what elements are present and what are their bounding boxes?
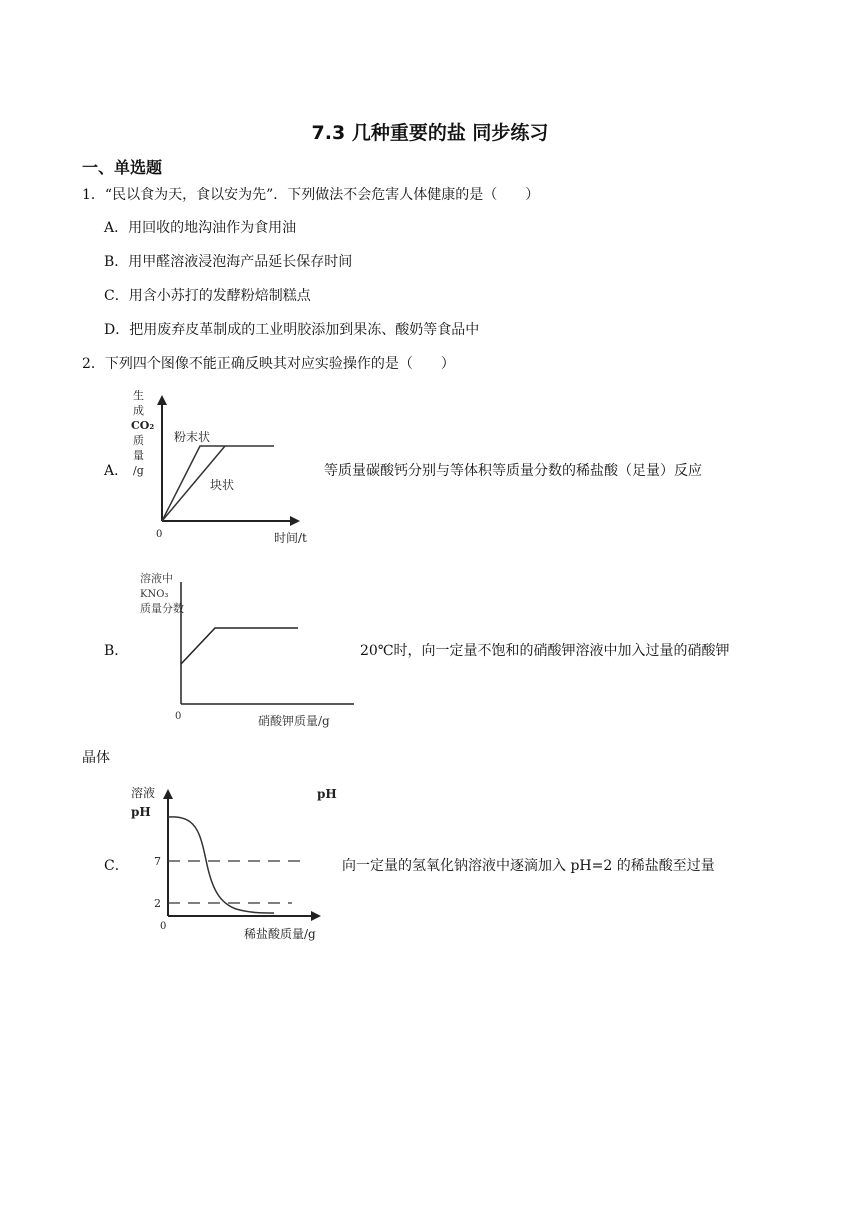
- graph-a-label-powder: 粉末状: [174, 430, 211, 444]
- graph-b-origin: 0: [175, 711, 182, 722]
- graph-c-origin: 0: [160, 921, 167, 932]
- q2-option-a-text: 等质量碳酸钙分别与等体积等质量分数的稀盐酸（足量）反应: [324, 463, 702, 479]
- graph-a-ylabel-5: 量: [133, 449, 144, 462]
- q2-option-c-letter: C．: [104, 858, 129, 874]
- graph-c-y-arrow: [163, 789, 173, 799]
- graph-a-origin: 0: [156, 529, 163, 540]
- graph-a-y-arrow: [157, 395, 167, 405]
- q1-option-a: A．用回收的地沟油作为食用油: [104, 220, 297, 236]
- question-2-stem: 2．下列四个图像不能正确反映其对应实验操作的是（ ）: [82, 356, 455, 372]
- q1-option-c: C．用含小苏打的发酵粉焙制糕点: [104, 288, 311, 304]
- graph-a-ylabel-1: 生: [133, 389, 144, 402]
- graph-a-ylabel-3: CO₂: [131, 419, 155, 432]
- graph-a: [128, 385, 318, 550]
- graph-a-xlabel: 时间/t: [274, 531, 307, 545]
- section-heading: 一、单选题: [82, 158, 163, 177]
- graph-a-ylabel-4: 质: [133, 434, 144, 447]
- page-title: 7.3 几种重要的盐 同步练习: [311, 122, 549, 144]
- graph-b-curve: [181, 628, 298, 664]
- graph-c-corner-ph: pH: [317, 787, 337, 801]
- graph-c-ph-curve: [168, 817, 274, 913]
- graph-c-xlabel: 稀盐酸质量/g: [244, 927, 316, 941]
- q1-option-d: D．把用废弃皮革制成的工业明胶添加到果冻、酸奶等食品中: [104, 322, 480, 338]
- graph-a-ylabel-2: 成: [133, 404, 144, 417]
- graph-b-ylabel-3: 质量分数: [140, 602, 184, 615]
- graph-c-x-arrow: [311, 911, 321, 921]
- graph-a-ylabel-6: /g: [133, 464, 144, 477]
- graph-b-ylabel-2: KNO₃: [140, 589, 169, 600]
- graph-c-ylabel-1: 溶液: [131, 786, 156, 800]
- graph-a-label-block: 块状: [210, 478, 235, 492]
- q2-option-b-text-cont: 晶体: [82, 750, 110, 766]
- q2-option-a-letter: A．: [104, 463, 129, 479]
- graph-c-ylabel-2: pH: [131, 805, 151, 819]
- graph-b-xlabel: 硝酸钾质量/g: [258, 714, 330, 728]
- graph-a-x-arrow: [290, 516, 300, 526]
- graph-c-tick-7: 7: [154, 855, 161, 868]
- q2-option-b-text: 20℃时，向一定量不饱和的硝酸钾溶液中加入过量的硝酸钾: [360, 643, 730, 659]
- graph-c: [128, 782, 343, 944]
- q2-option-b-letter: B．: [104, 643, 129, 659]
- question-1-stem: 1．“民以食为天，食以安为先”．下列做法不会危害人体健康的是（ ）: [82, 187, 540, 203]
- graph-b: [138, 568, 358, 734]
- q2-option-c-text: 向一定量的氢氧化钠溶液中逐滴加入 pH=2 的稀盐酸至过量: [342, 858, 715, 874]
- q1-option-b: B．用甲醛溶液浸泡海产品延长保存时间: [104, 254, 353, 270]
- graph-b-ylabel-1: 溶液中: [140, 572, 173, 585]
- graph-c-tick-2: 2: [154, 897, 161, 910]
